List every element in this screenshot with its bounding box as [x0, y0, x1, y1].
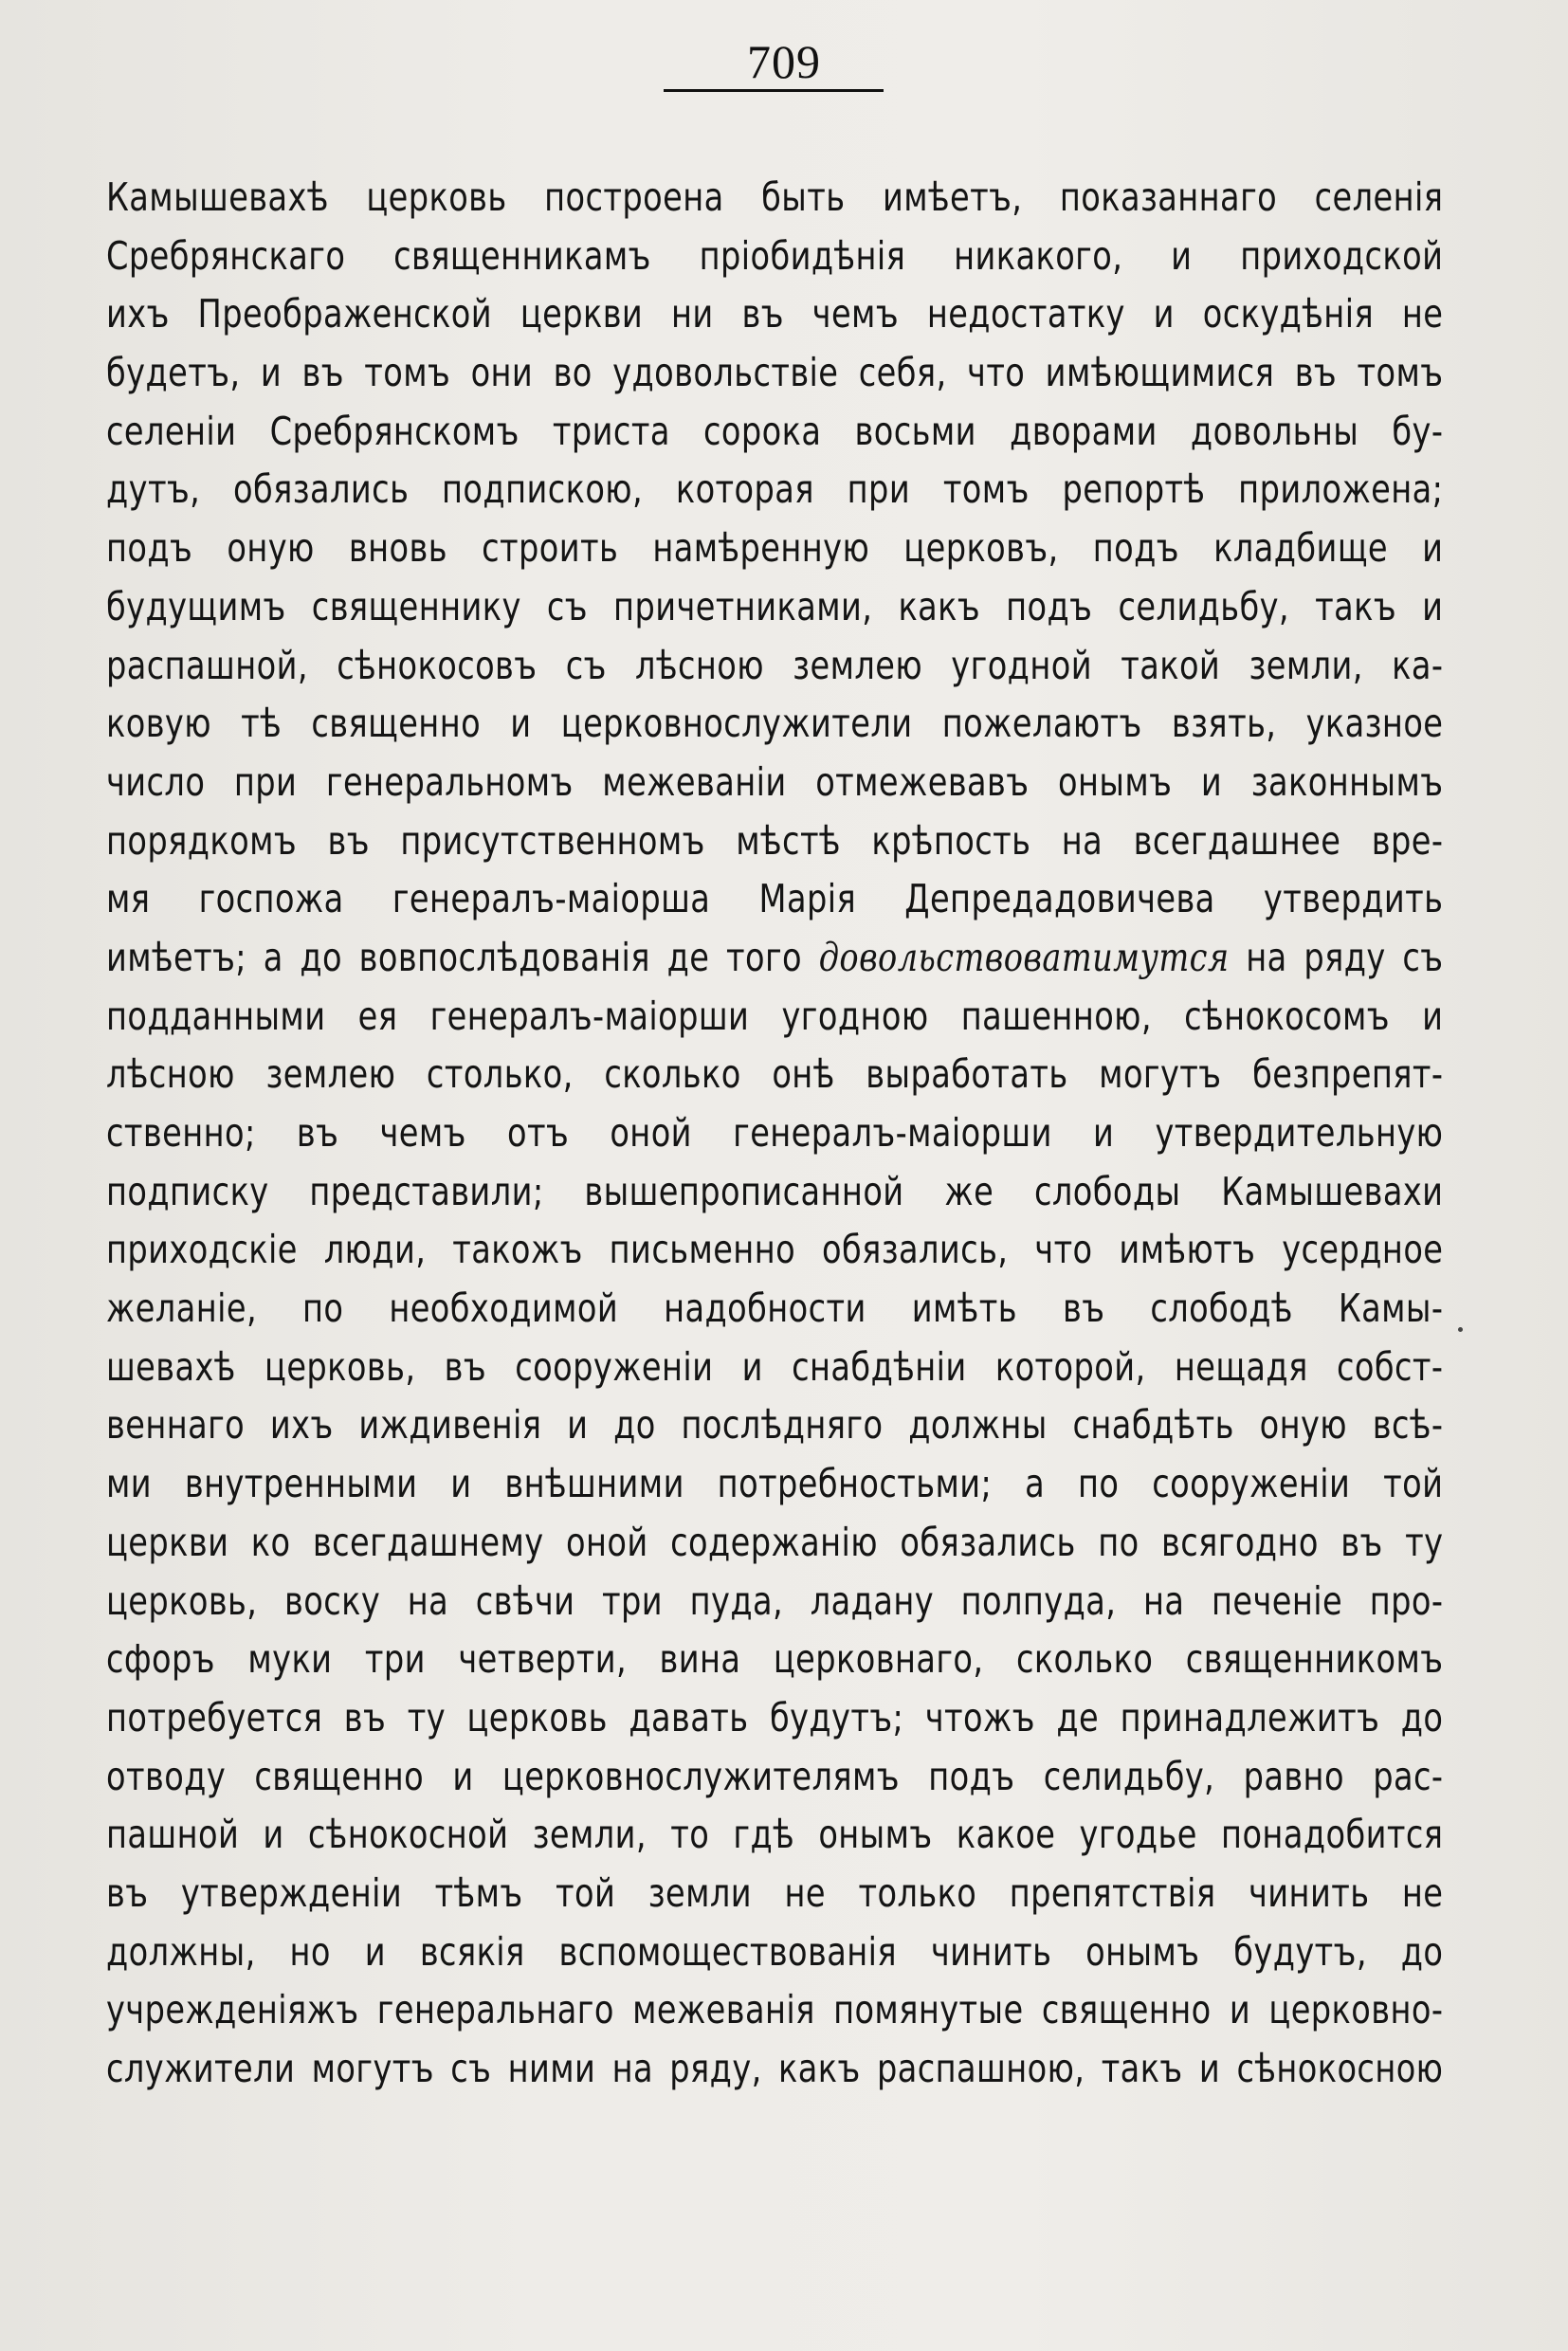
text-line: лѣсною землею столько, сколько онѣ выработать могутъ безпрепят-	[106, 1051, 1444, 1098]
text-line: церковь, воску на свѣчи три пуда, ладану полпуда, на печеніе про-	[106, 1577, 1444, 1624]
text-segment: на ряду съ	[1229, 934, 1444, 980]
text-line: Сребрянскаго священникамъ пріобидѣнія никакого, и приходской	[106, 232, 1444, 279]
text-line: распашной, сѣнокосовъ съ лѣсною землею угодной такой земли, ка-	[106, 642, 1444, 688]
text-line: порядкомъ въ присутственномъ мѣстѣ крѣпость на всегдашнее вре-	[106, 817, 1444, 864]
text-line: мя госпожа генералъ-маіорша Марія Депредадовичева утвердить	[106, 876, 1444, 922]
page-number: 709	[747, 35, 821, 88]
text-segment: имѣетъ; а до вовпослѣдованія де того	[106, 934, 819, 980]
text-line: число при генеральномъ межеваніи отмежевавъ онымъ и законнымъ	[106, 758, 1444, 805]
text-line: ковую тѣ священно и церковнослужители пожелаютъ взять, указное	[106, 701, 1444, 747]
text-line: подписку представили; вышепрописанной же слободы Камышевахи	[106, 1168, 1444, 1214]
text-line: ственно; въ чемъ отъ оной генералъ-маіорши и утвердительную	[106, 1110, 1444, 1156]
text-line: должны, но и всякія вспомоществованія чинить онымъ будутъ, до	[106, 1928, 1444, 1975]
page-number-rule	[664, 89, 884, 92]
text-line: шевахѣ церковь, въ сооруженіи и снабдѣніи которой, нещадя собст-	[106, 1343, 1444, 1390]
text-line: подъ оную вновь строить намѣренную церковъ, подъ кладбище и	[106, 525, 1444, 572]
text-line: пашной и сѣнокосной земли, то гдѣ онымъ какое угодье понадобится	[106, 1812, 1444, 1858]
text-line: ми внутренными и внѣшними потребностьми; а по сооруженіи той	[106, 1461, 1444, 1507]
paper-speck	[1458, 1327, 1463, 1332]
text-line	[106, 929, 1443, 988]
text-line: Камышевахѣ церковь построена быть имѣетъ, показаннаго селенія	[106, 174, 1444, 220]
text-line: въ утвержденіи тѣмъ той земли не только препятствія чинить не	[106, 1869, 1444, 1916]
text-line: приходскіе люди, такожъ письменно обязались, что имѣютъ усердное	[106, 1227, 1444, 1273]
text-line: служители могутъ съ ними на ряду, какъ распашною, такъ и сѣнокосною	[106, 2046, 1444, 2091]
text-line: веннаго ихъ иждивенія и до послѣдняго должны снабдѣть оную всѣ-	[106, 1402, 1444, 1449]
text-line: церкви ко всегдашнему оной содержанію обязались по всягодно въ ту	[106, 1519, 1444, 1565]
text-line: желаніе, по необходимой надобности имѣть въ слободѣ Камы-	[106, 1285, 1444, 1332]
body-text	[106, 169, 1443, 2099]
text-line: учрежденіяжъ генеральнаго межеванія помянутые священно и церковно-	[106, 1987, 1444, 2033]
text-line: подданными ея генералъ-маіорши угодною пашенною, сѣнокосомъ и	[106, 993, 1444, 1039]
text-line: ихъ Преображенской церкви ни въ чемъ недостатку и оскудѣнія не	[106, 291, 1444, 337]
text-line: будетъ, и въ томъ они во удовольствіе себя, что имѣющимися въ томъ	[106, 350, 1444, 396]
text-line: селеніи Сребрянскомъ триста сорока восьми дворами довольны бу-	[106, 408, 1444, 454]
italic-word: довольствоватимутся	[818, 934, 1230, 980]
text-line: сфоръ муки три четверти, вина церковнаго, сколько священникомъ	[106, 1636, 1444, 1683]
text-line: дутъ, обязались подпискою, которая при томъ репортѣ приложена;	[106, 466, 1444, 513]
text-line: потребуется въ ту церковь давать будутъ; чтожъ де принадлежитъ до	[106, 1694, 1444, 1740]
text-line: отводу священно и церковнослужителямъ подъ селидьбу, равно рас-	[106, 1753, 1444, 1799]
text-line: будущимъ священнику съ причетниками, какъ подъ селидьбу, такъ и	[106, 583, 1444, 629]
